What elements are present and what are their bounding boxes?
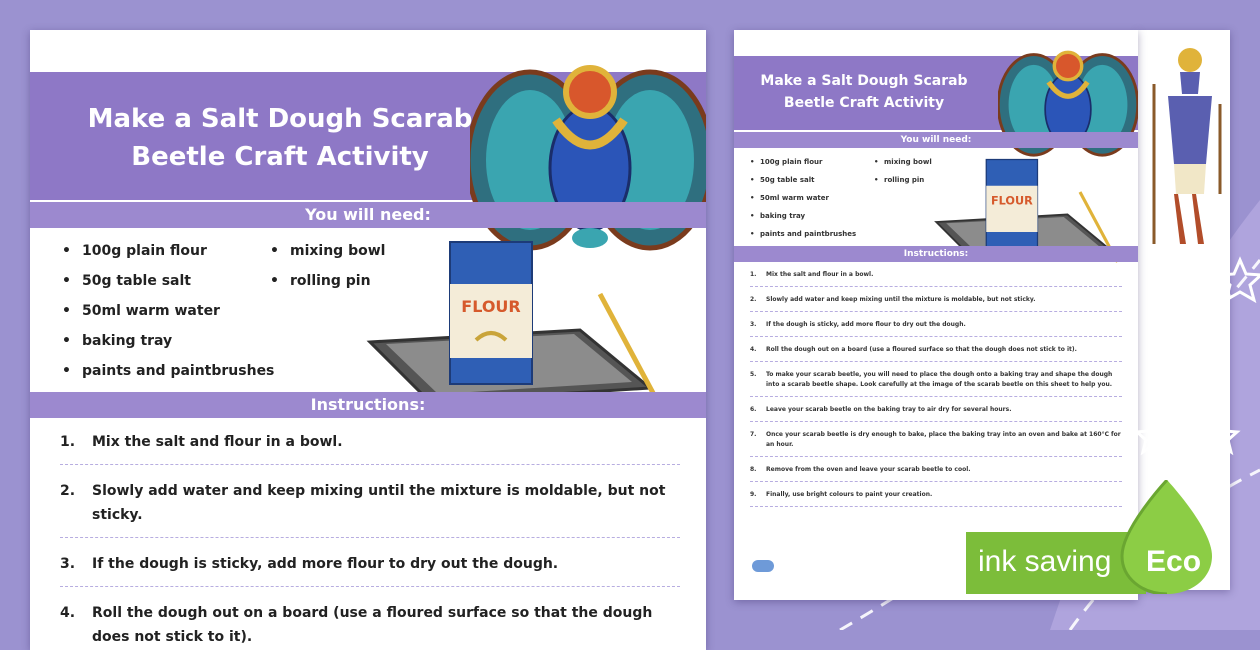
instructions-heading: Instructions: [30,392,706,418]
instruction-step [750,318,1122,337]
step-text: Once your scarab beetle is dry enough to bake, place the baking tray into an oven and bake at 160°C for an hour. [766,431,1121,448]
step-number: 5. [750,371,757,378]
instruction-step [60,475,680,538]
instruction-step [750,428,1122,457]
step-number: 2. [60,483,76,499]
instruction-step [60,426,680,465]
you-will-need-heading: You will need: [734,132,1138,148]
step-text: Mix the salt and flour in a bowl. [92,434,343,450]
instruction-step [60,597,680,650]
flour-label: FLOUR [990,194,1033,208]
instruction-step [750,268,1122,287]
step-text: Roll the dough out on a board (use a floured surface so that the dough does not stick to it). [766,346,1077,353]
instructions-list [60,426,680,650]
step-number: 3. [750,321,757,328]
instruction-step [750,293,1122,312]
instruction-step [750,368,1122,397]
step-number: 8. [750,466,757,473]
you-will-need-heading: You will need: [30,202,706,228]
instructions-heading: Instructions: [734,246,1138,262]
step-text: Remove from the oven and leave your scarab beetle to cool. [766,466,971,473]
instruction-step [750,488,1122,507]
list-item: • paints and paintbrushes [82,360,274,390]
list-item: • rolling pin [884,174,932,192]
supply-list-column-1 [760,156,856,246]
list-item: • 50g table salt [82,270,274,300]
step-text: Finally, use bright colours to paint your creation. [766,491,933,498]
list-item: • paints and paintbrushes [760,228,856,246]
ink-saving-eco-badge [966,532,1252,594]
step-text: Roll the dough out on a board (use a floured surface so that the dough does not stick to it). [92,605,653,645]
step-text: To make your scarab beetle, you will need to place the dough onto a baking tray and shape the dough into a scarab beetle shape. Look carefully at the image of the scarab beetle on this sheet to help you. [766,371,1113,388]
step-number: 9. [750,491,757,498]
supply-list-column-2 [884,156,932,192]
instructions-list [750,268,1122,513]
worksheet-title: Make a Salt Dough Scarab Beetle Craft Activity [760,73,968,111]
eco-label: Eco [1146,545,1202,578]
list-item: • baking tray [82,330,274,360]
list-item: • mixing bowl [290,240,385,270]
instruction-step [750,343,1122,362]
step-number: 4. [750,346,757,353]
step-number: 1. [750,271,757,278]
scarab-beetle-icon [470,50,706,260]
step-text: If the dough is sticky, add more flour to dry out the dough. [92,556,559,572]
list-item: • 50ml warm water [82,300,274,330]
step-text: Slowly add water and keep mixing until the mixture is moldable, but not sticky. [766,296,1036,303]
worksheet-title: Make a Salt Dough Scarab Beetle Craft Activity [87,104,473,172]
list-item: • mixing bowl [884,156,932,174]
list-item: • rolling pin [290,270,385,300]
instruction-step [60,548,680,587]
step-text: Mix the salt and flour in a bowl. [766,271,874,278]
step-text: If the dough is sticky, add more flour to dry out the dough. [766,321,966,328]
step-number: 4. [60,605,76,621]
supply-list-column-1 [82,240,274,390]
list-item: • baking tray [760,210,856,228]
step-number: 1. [60,434,76,450]
step-number: 2. [750,296,757,303]
list-item: • 100g plain flour [82,240,274,270]
step-text: Slowly add water and keep mixing until the mixture is moldable, but not sticky. [92,483,666,523]
main-worksheet [30,30,706,650]
decorative-stars-icon [1130,250,1260,470]
list-item: • 100g plain flour [760,156,856,174]
preview-worksheet [734,30,1138,600]
publisher-logo [752,560,774,572]
step-text: Leave your scarab beetle on the baking tray to air dry for several hours. [766,406,1012,413]
flour-label: FLOUR [461,297,521,316]
list-item: • 50g table salt [760,174,856,192]
step-number: 6. [750,406,757,413]
instruction-step [750,463,1122,482]
list-item: • 50ml warm water [760,192,856,210]
egyptian-god-figure-icon [1140,44,1230,254]
ink-saving-label: ink saving [978,545,1112,578]
step-number: 7. [750,431,757,438]
step-number: 3. [60,556,76,572]
instruction-step [750,403,1122,422]
